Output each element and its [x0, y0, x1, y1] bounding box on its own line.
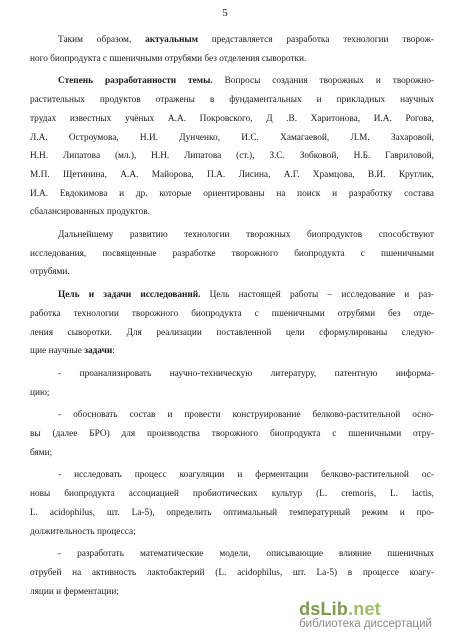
text-segment: Цель настоящей работы – исследование и раз- [200, 290, 434, 301]
text-segment: ного биопродукта с пшеничными отрубями без отделения сыворотки. [30, 53, 307, 64]
paragraph [30, 286, 434, 361]
text-line [30, 523, 434, 542]
text-segment: отрубями. [30, 267, 70, 278]
paragraph [30, 31, 434, 68]
text-segment: Вопросы создания творожных и творожно- [212, 76, 434, 87]
bold-text: Цель и задачи исследований. [58, 290, 201, 301]
text-segment: Дальнейшему развитию технологии творожных биопродуктов способствуют [58, 230, 434, 241]
text-line [30, 286, 434, 305]
text-segment: трудах известных учёных А.А. Покровского, Д .В. Харитонова, И.А. Рогова, [30, 113, 434, 124]
text-segment: представляется разработка технологии творож- [197, 35, 434, 45]
text-line [30, 342, 434, 361]
text-segment: - исследовать процесс коагуляции и ферментации белково-растительной ос- [58, 470, 434, 481]
text-line [30, 129, 434, 148]
text-line [30, 545, 434, 564]
text-line [30, 147, 434, 166]
text-line [30, 185, 434, 204]
text-segment: : [112, 346, 115, 357]
text-segment: вы (далее БРО) для производства творожного биопродукта с пшеничными отру- [30, 429, 434, 440]
watermark [299, 599, 432, 630]
text-segment: L. acidophilus, шт. La-5), определить оптимальный температурный режим и про- [30, 507, 434, 518]
watermark-logo: dsLib.net [299, 599, 381, 619]
document-body [30, 31, 434, 605]
text-segment: Л.А. Остроумова, Н.И. Дунченко, И.С. Хамагаевой, Л.М. Захаровой, [30, 132, 434, 143]
text-segment: ления сыворотки. Для реализации поставленной цели сформулированы следую- [30, 327, 434, 338]
text-segment: растительных продуктов отражены в фундаментальных и прикладных научных [30, 95, 434, 106]
text-line [30, 263, 434, 282]
text-segment: - обосновать состав и провести конструирование белково-растительной осно- [58, 410, 434, 421]
text-segment: И.А. Евдокимова и др. которые ориентированы на поиск и разработку состава [30, 188, 434, 199]
text-line [30, 31, 434, 50]
text-line [30, 406, 434, 425]
paragraph [30, 406, 434, 462]
text-line [30, 564, 434, 583]
text-segment: цию; [30, 387, 50, 398]
text-line [30, 166, 434, 185]
text-segment: исследования, посвященные разработке творожного биопродукта с пшеничными [30, 248, 434, 259]
paragraph [30, 545, 434, 601]
text-line [30, 504, 434, 523]
text-line [30, 226, 434, 245]
text-segment: бями; [30, 447, 53, 458]
text-line [30, 50, 434, 69]
text-line [30, 203, 434, 222]
text-segment: Н.Н. Липатова (мл.), Н.Н. Липатова (ст.), З.С. Зобковой, Н.Б. Гавриловой, [30, 151, 434, 162]
paragraph [30, 466, 434, 541]
text-segment: отрубей на активность лактобактерий (L. acidophilus, шт. La-5) в процессе коагу- [30, 567, 434, 578]
text-segment: работка технологии творожного биопродукта с пшеничными отрубями без отде- [30, 308, 434, 319]
bold-text: Степень разработанности темы. [58, 76, 213, 87]
text-line [30, 324, 434, 343]
text-segment: должительность процесса; [30, 526, 136, 537]
bold-text: задачи [84, 346, 113, 357]
text-line [30, 384, 434, 403]
paragraph [30, 226, 434, 282]
text-segment: - проанализировать научно-техническую литературу, патентную информа- [58, 368, 434, 379]
text-segment: сбалансированных продуктов. [30, 207, 150, 218]
text-line [30, 485, 434, 504]
paragraph [30, 72, 434, 222]
watermark-subtitle: библиотека диссертаций [299, 618, 432, 630]
text-line [30, 245, 434, 264]
text-segment: - разработать математические модели, описывающие влияние пшеничных [58, 549, 434, 560]
text-line [30, 444, 434, 463]
text-segment: ляции и ферментации; [30, 586, 119, 597]
page-number: 5 [222, 7, 228, 19]
text-line [30, 305, 434, 324]
text-line [30, 425, 434, 444]
text-line [30, 466, 434, 485]
text-line [30, 72, 434, 91]
text-line [30, 91, 434, 110]
text-segment: Таким образом, [58, 35, 146, 45]
text-segment: щие научные [30, 346, 85, 357]
text-line [30, 110, 434, 129]
text-segment: М.П. Щетинина, А.А. Майорова, П.А. Лисина, А.Г. Храмцова, В.И. Круглик, [30, 169, 434, 180]
bold-text: актуальным [145, 35, 198, 45]
text-segment: новы биопродукта ассоциацией пробиотических культур (L. cremoris, L. lactis, [30, 489, 434, 500]
paragraph [30, 365, 434, 402]
text-line [30, 365, 434, 384]
